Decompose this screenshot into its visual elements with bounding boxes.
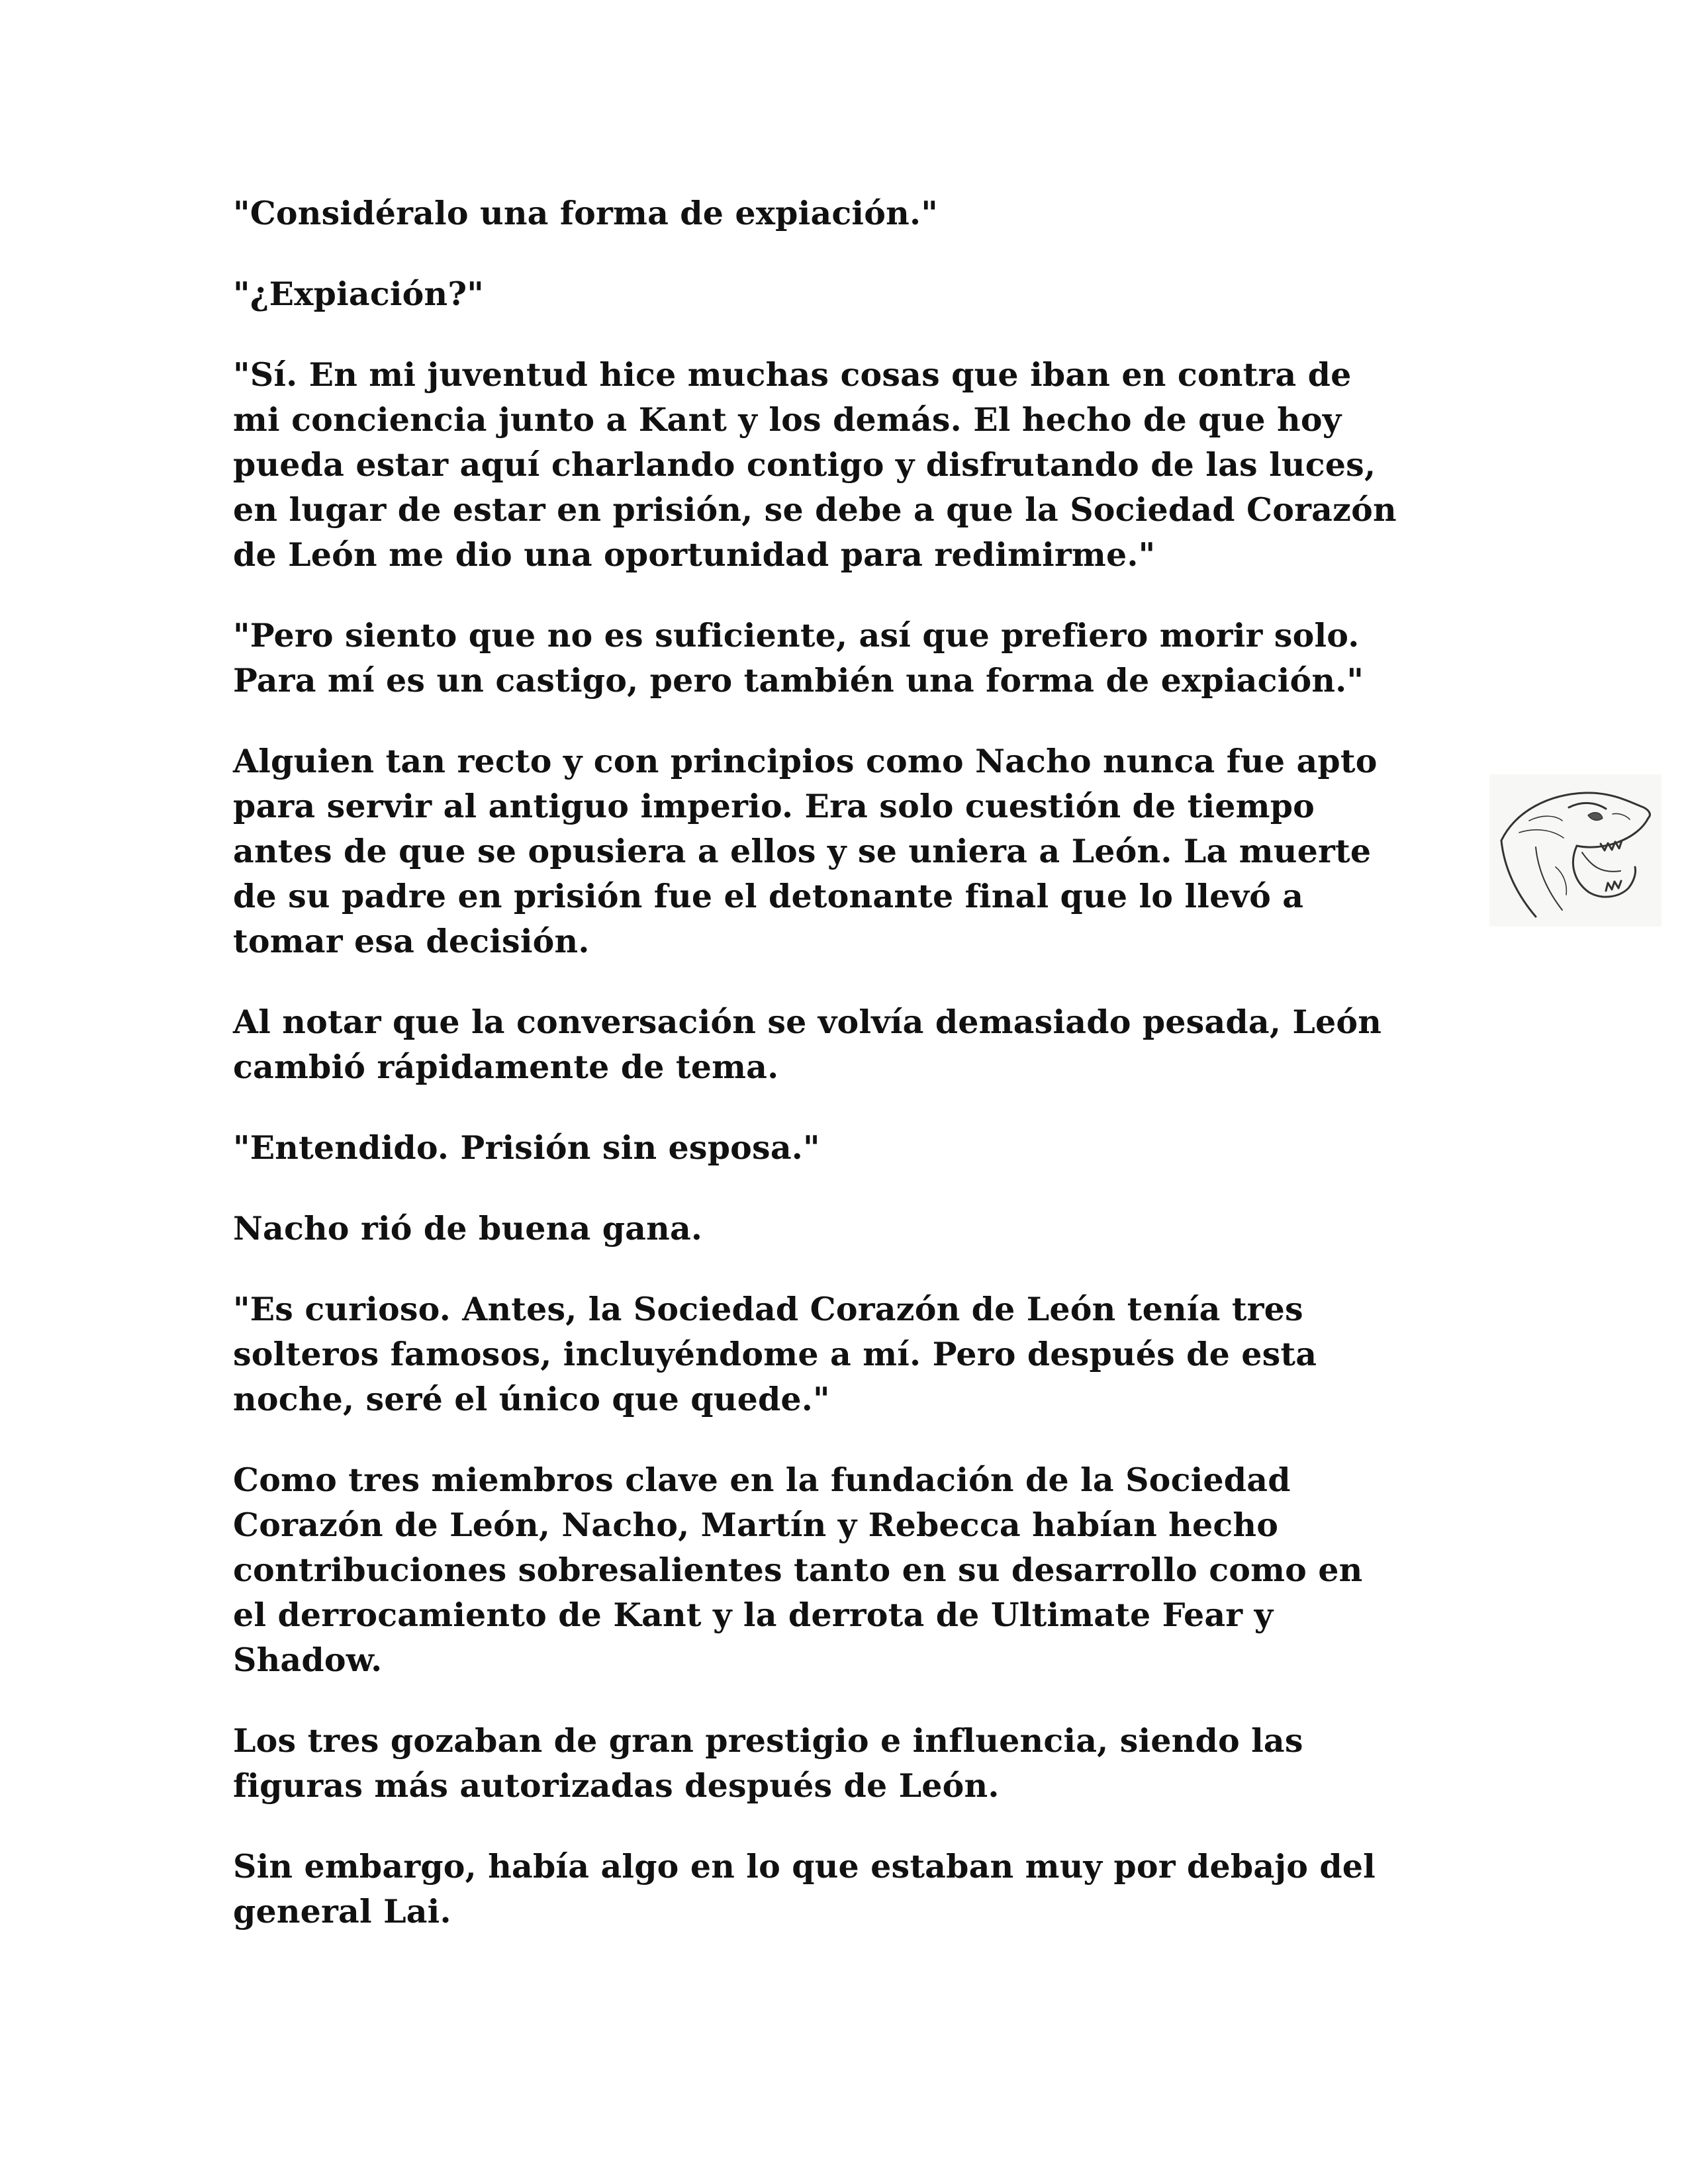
paragraph-8: Nacho rió de buena gana. (233, 1209, 703, 1248)
paragraph-5: Alguien tan recto y con principios como Nacho nunca fue apto para servir al antiguo imperio. Era solo cuestión de tiempo antes de que se opusiera a ellos y se uniera a León. La muerte de su padre en prisión fue el detonante final que lo llevó a tomar esa decisión. (233, 742, 1378, 960)
paragraph-3: "Sí. En mi juventud hice muchas cosas que iban en contra de mi conciencia junto a Kant y los demás. El hecho de que hoy pueda estar aquí charlando contigo y disfrutando de las luces, en lugar de estar en prisión, se debe a que la Sociedad Corazón de León me dio una oportunidad para redimirme." (233, 355, 1397, 574)
paragraph-7: "Entendido. Prisión sin esposa." (233, 1128, 820, 1167)
paragraph-9: "Es curioso. Antes, la Sociedad Corazón de León tenía tres solteros famosos, incluyéndome a mí. Pero después de esta noche, seré el único que quede." (233, 1290, 1317, 1418)
dinosaur-head-sketch-icon (1489, 774, 1662, 927)
paragraph-12: Sin embargo, había algo en lo que estaban muy por debajo del general Lai. (233, 1847, 1376, 1931)
paragraph-6: Al notar que la conversación se volvía demasiado pesada, León cambió rápidamente de tema. (233, 1003, 1382, 1086)
paragraph-10: Como tres miembros clave en la fundación de la Sociedad Corazón de León, Nacho, Martín y Rebecca habían hecho contribuciones sobresalientes tanto en su desarrollo como en el derrocamiento de Kant y la derrota de Ultimate Fear y Shadow. (233, 1461, 1363, 1679)
paragraph-4: "Pero siento que no es suficiente, así que prefiero morir solo. Para mí es un castigo, pero también una forma de expiación." (233, 616, 1364, 700)
paragraph-11: Los tres gozaban de gran prestigio e influencia, siendo las figuras más autorizadas después de León. (233, 1721, 1303, 1805)
paragraph-2: "¿Expiación?" (233, 275, 485, 313)
body-text (233, 191, 1458, 1970)
paragraph-1: "Considéralo una forma de expiación." (233, 194, 938, 232)
